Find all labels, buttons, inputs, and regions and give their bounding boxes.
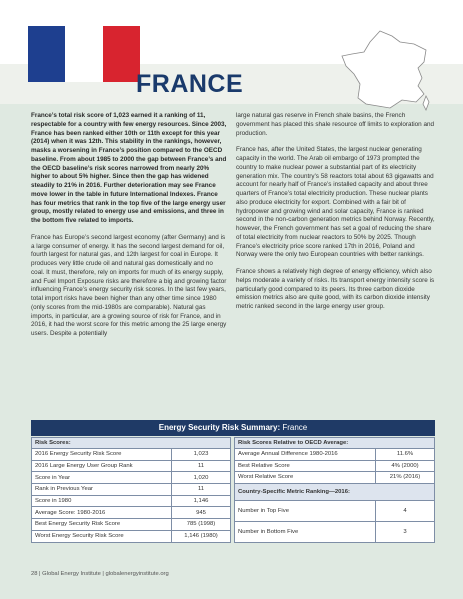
table-row (32, 530, 231, 542)
row-value: 11 (172, 484, 231, 496)
table-header: Risk Scores Relative to OECD Average: (235, 438, 435, 449)
row-value: 1,146 (1980) (172, 530, 231, 542)
row-label: Rank in Previous Year (32, 484, 172, 496)
row-value: 1,146 (172, 495, 231, 507)
table-title-country: France (282, 423, 308, 432)
row-label: 2016 Energy Security Risk Score (32, 449, 172, 461)
flag-stripe-white (65, 26, 102, 82)
france-map-icon (340, 28, 432, 114)
row-value: 4 (376, 500, 435, 521)
row-label: Average Annual Difference 1980-2016 (235, 449, 376, 461)
left-column (31, 112, 227, 347)
row-value: 11.6% (376, 449, 435, 461)
risk-scores-table (31, 437, 231, 543)
table-title-text: Energy Security Risk Summary: (158, 423, 281, 432)
table-row (32, 460, 231, 472)
right-column (236, 112, 436, 320)
row-value: 785 (1998) (172, 519, 231, 531)
row-label: Score in Year (32, 472, 172, 484)
table-row (32, 495, 231, 507)
table-row (235, 472, 435, 484)
body-paragraph: France shows a relatively high degree of energy efficiency, which also helps moderate a variety of risks. Its transport energy intensity score is particularly good compared to its peers. Its three carbon dioxide emission metrics also are quite good, with its carbon dioxide intensity metric ranked second in the large energy user group. (236, 268, 435, 310)
body-paragraph: France has, after the United States, the largest nuclear generating capacity in the world. The Arab oil embargo of 1973 prompted the country to make nuclear power a substantial part of its electricity generation mix. The country’s 58 reactors total about 63 gigawatts and account for nearly half of France’s installed capacity and about three quarters of France’s total electricity production. These nuclear plants also produce electricity for export. Combined with a fair bit of hydropower and growing wind and solar capacity, France is ranked second in the non-carbon generation metrics behind Norway. Recently, however, the French government has set a goal of reducing the share of total electricity from nuclear reactors to 50% by 2025. Though France’s electricity price score ranked 17th in 2016, Poland and Norway were the only two European countries with better rankings. (236, 146, 435, 259)
row-value: 21% (2016) (376, 472, 435, 484)
row-label: 2016 Large Energy User Group Rank (32, 460, 172, 472)
body-paragraph: France has Europe’s second largest economy (after Germany) and is a large consumer of energy. It has the second largest demand for oil, fourth largest for natural gas, and 12th largest for coal in Europe. It produces very little crude oil and natural gas domestically and no coal. It must, therefore, rely on imports for much of its energy supply, and Fuel Import Exposure risks are therefore a big and growing factor influencing France’s energy security risk scores. In the last few years, total import risks have been higher than any other time since 1980 (only scores from the mid-1980s are comparable). Natural gas imports, in particular, are a growing source of risk for France, and in 2016, it had the worst score for this metric among the 25 large energy users. Despite a potentially (31, 233, 227, 337)
table-title (31, 420, 435, 436)
row-label: Average Score: 1980-2016 (32, 507, 172, 519)
row-value: 11 (172, 460, 231, 472)
row-label: Best Relative Score (235, 460, 376, 472)
row-label: Worst Energy Security Risk Score (32, 530, 172, 542)
row-label: Score in 1980 (32, 495, 172, 507)
table-header: Risk Scores: (32, 438, 231, 449)
relative-scores-table (234, 437, 435, 543)
intro-paragraph: France’s total risk score of 1,023 earned it a ranking of 11, respectable for a country with few energy resources. Since 2003, France has been ranked either 10th or 11th except for this year (2014) when it was 12th. This stability in the rankings, however, masks a worsening in France’s position compared to the OECD baseline. From about 1985 to 2000 the gap between France’s and the OECD baseline’s risk scores narrowed from nearly 20% higher to about 5% higher. Since then the gap has widened steadily to 21% in 2016. Further deterioration may see France move lower in the table in future International Indexes. France has four metrics that rank in the top five of the large energy user group, mostly related to energy use and emissions, and three in the bottom five related to imports. (31, 112, 227, 224)
table-row (235, 460, 435, 472)
table-row (32, 507, 231, 519)
row-value: 1,020 (172, 472, 231, 484)
row-label: Best Energy Security Risk Score (32, 519, 172, 531)
risk-summary-table (31, 420, 435, 543)
row-value: 945 (172, 507, 231, 519)
table-row (32, 449, 231, 461)
row-label: Number in Bottom Five (235, 521, 376, 542)
table-row (235, 449, 435, 461)
flag-stripe-blue (28, 26, 65, 82)
table-header: Country-Specific Metric Ranking—2016: (235, 483, 435, 500)
table-row (32, 484, 231, 496)
row-value: 3 (376, 521, 435, 542)
page-title: FRANCE (136, 70, 244, 98)
table-row (32, 519, 231, 531)
row-value: 1,023 (172, 449, 231, 461)
france-flag-icon (28, 26, 140, 82)
row-label: Worst Relative Score (235, 472, 376, 484)
table-row (32, 472, 231, 484)
table-row (235, 521, 435, 542)
table-row (235, 500, 435, 521)
page-footer: 28 | Global Energy Institute | globalenergyinstitute.org (31, 571, 169, 577)
row-value: 4% (2000) (376, 460, 435, 472)
flag-stripe-red (103, 26, 140, 82)
row-label: Number in Top Five (235, 500, 376, 521)
body-paragraph: large natural gas reserve in French shale basins, the French government has placed this shale resource off limits to exploration and production. (236, 112, 435, 137)
